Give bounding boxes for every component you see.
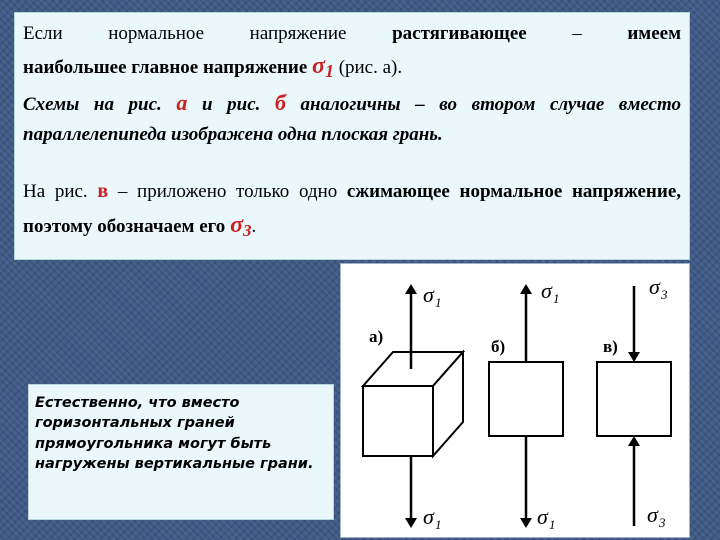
sigma-index: 3 — [659, 515, 666, 530]
diagram-b — [489, 278, 563, 532]
term-principal-stress: наибольшее главное напряжение — [23, 57, 312, 79]
text-segment: Если нормальное напряжение — [23, 23, 393, 44]
stress-figure — [340, 263, 690, 538]
paragraph-1-line-1 — [23, 19, 681, 48]
paragraph-1-line-2 — [23, 48, 681, 86]
label-a: а) — [369, 327, 384, 346]
sigma-index: 3 — [661, 287, 668, 302]
label-v: в) — [603, 337, 618, 356]
sigma-label: σ — [541, 278, 552, 303]
sigma-index: 1 — [549, 517, 556, 532]
text-segment: На рис. — [23, 180, 98, 202]
sigma-index: 1 — [435, 295, 442, 310]
text-segment: – приложено только одно — [108, 180, 347, 202]
sigma-label: σ — [649, 274, 660, 299]
sigma-symbol: σ — [230, 211, 243, 238]
note-text: Естественно, что вместо горизонтальных граней прямоугольника могут быть нагружены вертикальные грани. — [35, 395, 314, 472]
sigma-label: σ — [537, 504, 548, 529]
term-tensile: растягивающее — [392, 23, 527, 44]
sigma-index: 1 — [324, 61, 334, 82]
text-segment: – — [526, 23, 628, 44]
text-segment: (рис. а). — [333, 57, 403, 79]
sigma-index: 1 — [435, 517, 442, 532]
figure-ref-v: в — [97, 179, 109, 202]
diagram-a — [363, 282, 463, 532]
sigma-label: σ — [647, 502, 658, 527]
sigma-index: 1 — [553, 291, 560, 306]
text-segment: и рис. — [187, 94, 275, 116]
term-compressive: сжимающее нормальное напряжение, поэтому обозначаем его — [23, 180, 681, 237]
diagram-v — [597, 274, 671, 530]
text-segment: аналогичны – во втором случае вместо параллелепипеда изображена одна плоская грань. — [23, 94, 681, 146]
note-box — [28, 384, 334, 520]
paragraph-2 — [23, 86, 681, 150]
main-text-box — [14, 12, 690, 260]
sigma-symbol: σ — [312, 53, 325, 80]
text-segment: имеем — [627, 23, 682, 44]
stress-diagram — [341, 264, 691, 539]
label-b: б) — [491, 337, 506, 356]
sigma-label: σ — [423, 282, 434, 307]
figure-ref-a: а — [176, 90, 188, 116]
text-segment: . — [251, 215, 257, 237]
sigma-index: 3 — [243, 220, 252, 240]
paragraph-3 — [23, 176, 681, 244]
text-segment: Схемы на рис. — [23, 94, 177, 116]
sigma-label: σ — [423, 504, 434, 529]
figure-ref-b: б — [274, 90, 286, 116]
